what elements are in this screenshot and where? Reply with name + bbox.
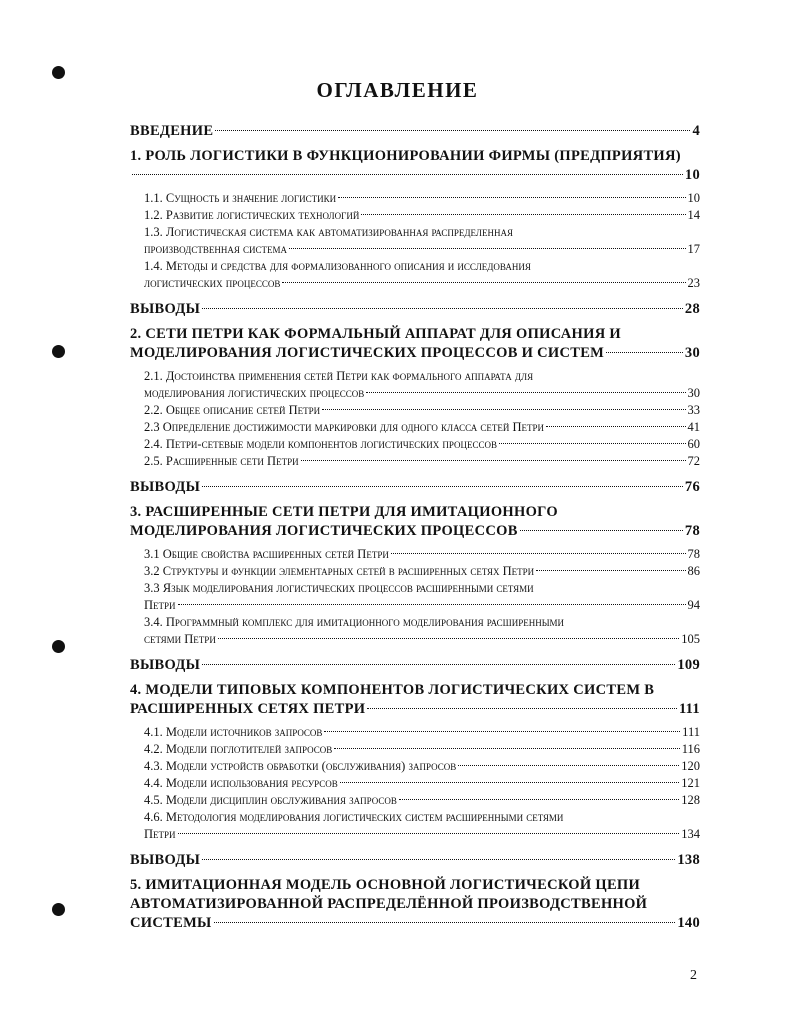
- toc-entry-page: 134: [681, 827, 700, 841]
- toc-section-title-line: производственная система: [144, 242, 287, 256]
- toc-section-3-4[interactable]: [130, 614, 700, 648]
- toc-entry-page: 72: [687, 454, 700, 468]
- toc-section-title-line: логистических процессов: [144, 276, 281, 290]
- dot-leader: [202, 486, 683, 487]
- toc-chapter-title-line: РАСШИРЕННЫХ СЕТЯХ ПЕТРИ: [130, 701, 366, 717]
- punch-hole-3: [52, 640, 65, 653]
- toc-entry-page: 86: [687, 564, 700, 578]
- toc-entry-label: 3.1 Общие свойства расширенных сетей Петри: [144, 547, 389, 561]
- toc-entry-page: 140: [677, 915, 700, 931]
- toc-section-2-2[interactable]: [130, 402, 700, 419]
- toc-entry-page: 94: [687, 598, 700, 612]
- dot-leader: [338, 197, 685, 198]
- toc-section-1-4[interactable]: [130, 258, 700, 292]
- toc-section-title-line: сетями Петри: [144, 632, 216, 646]
- toc-entry-label: 3.2 Структуры и функции элементарных сетей в расширенных сетях Петри: [144, 564, 535, 578]
- punch-hole-4: [52, 903, 65, 916]
- toc-entry-page: 120: [681, 759, 700, 773]
- toc-entry-page: 28: [684, 301, 700, 317]
- punch-hole-2: [52, 345, 65, 358]
- toc-intro[interactable]: [130, 122, 700, 141]
- dot-leader: [391, 553, 686, 554]
- toc-chapter-title-line: 2. СЕТИ ПЕТРИ КАК ФОРМАЛЬНЫЙ АППАРАТ ДЛЯ ОПИСАНИЯ И: [130, 326, 621, 342]
- toc-entry-page: 111: [682, 725, 700, 739]
- toc-entry-label: 4.4. Модели использования ресурсов: [144, 776, 338, 790]
- dot-leader: [289, 248, 686, 249]
- toc-conclusions-1[interactable]: [130, 300, 700, 319]
- toc-entry-label: ВЫВОДЫ: [130, 657, 201, 673]
- toc-entry-page: 23: [687, 276, 700, 290]
- toc-conclusions-3[interactable]: [130, 656, 700, 675]
- dot-leader: [499, 443, 685, 444]
- table-of-contents: [130, 122, 700, 933]
- toc-entry-page: 10: [687, 191, 700, 205]
- toc-section-4-3[interactable]: [130, 758, 700, 775]
- dot-leader: [282, 282, 685, 283]
- toc-section-1-2[interactable]: [130, 207, 700, 224]
- page-number: 2: [690, 968, 697, 983]
- toc-entry-page: 30: [687, 386, 700, 400]
- toc-section-title-line: Петри: [144, 827, 176, 841]
- dot-leader: [324, 731, 680, 732]
- toc-conclusions-4[interactable]: [130, 851, 700, 870]
- toc-chapter-4[interactable]: [130, 681, 700, 719]
- toc-entry-label: 1.1. Сущность и значение логистики: [144, 191, 337, 205]
- toc-section-1-3[interactable]: [130, 224, 700, 258]
- dot-leader: [458, 765, 679, 766]
- toc-entry-page: 76: [684, 479, 700, 495]
- toc-section-4-5[interactable]: [130, 792, 700, 809]
- dot-leader: [606, 352, 683, 353]
- dot-leader: [322, 409, 685, 410]
- toc-section-4-4[interactable]: [130, 775, 700, 792]
- dot-leader: [334, 748, 679, 749]
- toc-entry-label: ВВЕДЕНИЕ: [130, 123, 214, 139]
- toc-entry-label: 4.5. Модели дисциплин обслуживания запросов: [144, 793, 397, 807]
- dot-leader: [202, 664, 675, 665]
- toc-entry-page: 30: [684, 345, 700, 361]
- dot-leader: [361, 214, 685, 215]
- toc-entry-page: 78: [687, 547, 700, 561]
- toc-section-title-line: 2.1. Достоинства применения сетей Петри как формального аппарата для: [144, 369, 534, 383]
- toc-section-4-6[interactable]: [130, 809, 700, 843]
- dot-leader: [178, 833, 680, 834]
- dot-leader: [340, 782, 680, 783]
- toc-entry-label: 1.2. Развитие логистических технологий: [144, 208, 360, 222]
- toc-entry-page: 41: [687, 420, 700, 434]
- dot-leader: [399, 799, 679, 800]
- page-title: ОГЛАВЛЕНИЕ: [316, 78, 479, 102]
- toc-entry-label: ВЫВОДЫ: [130, 301, 201, 317]
- dot-leader: [520, 530, 683, 531]
- toc-section-title-line: 1.3. Логистическая система как автоматизированная распределенная: [144, 225, 513, 239]
- toc-entry-page: 109: [677, 657, 700, 673]
- toc-entry-page: 111: [678, 701, 700, 717]
- dot-leader: [178, 604, 686, 605]
- toc-section-2-3[interactable]: [130, 419, 700, 436]
- toc-chapter-2[interactable]: [130, 325, 700, 363]
- toc-chapter-title-line: МОДЕЛИРОВАНИЯ ЛОГИСТИЧЕСКИХ ПРОЦЕССОВ И СИСТЕМ: [130, 345, 605, 361]
- toc-section-title-line: 4.6. Методология моделирования логистических систем расширенными сетями: [144, 810, 564, 824]
- toc-entry-page: 105: [681, 632, 700, 646]
- toc-chapter-title-line: 1. РОЛЬ ЛОГИСТИКИ В ФУНКЦИОНИРОВАНИИ ФИРМЫ (ПРЕДПРИЯТИЯ): [130, 148, 681, 164]
- toc-section-2-1[interactable]: [130, 368, 700, 402]
- toc-chapter-title-line: СИСТЕМЫ: [130, 915, 212, 931]
- toc-entry-page: 60: [687, 437, 700, 451]
- dot-leader: [366, 392, 685, 393]
- toc-section-2-5[interactable]: [130, 453, 700, 470]
- dot-leader: [202, 308, 683, 309]
- dot-leader: [367, 708, 677, 709]
- toc-section-1-1[interactable]: [130, 190, 700, 207]
- dot-leader: [546, 426, 686, 427]
- toc-entry-label: 4.3. Модели устройств обработки (обслуживания) запросов: [144, 759, 457, 773]
- toc-entry-label: ВЫВОДЫ: [130, 479, 201, 495]
- dot-leader: [215, 130, 690, 131]
- toc-section-2-4[interactable]: [130, 436, 700, 453]
- dot-leader: [301, 460, 686, 461]
- toc-entry-label: 2.3 Определение достижимости маркировки для одного класса сетей Петри: [144, 420, 544, 434]
- toc-entry-page: 121: [681, 776, 700, 790]
- toc-section-3-1[interactable]: [130, 546, 700, 563]
- toc-chapter-title-line: 3. РАСШИРЕННЫЕ СЕТИ ПЕТРИ ДЛЯ ИМИТАЦИОННОГО: [130, 504, 558, 520]
- toc-section-title-line: моделирования логистических процессов: [144, 386, 365, 400]
- toc-section-3-2[interactable]: [130, 563, 700, 580]
- toc-section-title-line: 1.4. Методы и средства для формализованного описания и исследования: [144, 259, 531, 273]
- toc-entry-page: 78: [684, 523, 700, 539]
- toc-entry-page: 116: [681, 742, 700, 756]
- toc-section-4-1[interactable]: [130, 724, 700, 741]
- dot-leader: [214, 922, 676, 923]
- toc-chapter-1[interactable]: [130, 147, 700, 185]
- toc-chapter-title-line: 4. МОДЕЛИ ТИПОВЫХ КОМПОНЕНТОВ ЛОГИСТИЧЕСКИХ СИСТЕМ В: [130, 682, 655, 698]
- dot-leader: [218, 638, 679, 639]
- dot-leader: [536, 570, 685, 571]
- toc-entry-page: 33: [687, 403, 700, 417]
- toc-entry-label: 4.1. Модели источников запросов: [144, 725, 323, 739]
- toc-chapter-title-line: 5. ИМИТАЦИОННАЯ МОДЕЛЬ ОСНОВНОЙ ЛОГИСТИЧЕСКОЙ ЦЕПИ: [130, 877, 641, 893]
- toc-section-4-2[interactable]: [130, 741, 700, 758]
- toc-section-3-3[interactable]: [130, 580, 700, 614]
- toc-entry-page: 14: [687, 208, 700, 222]
- toc-entry-page: 17: [687, 242, 700, 256]
- toc-section-title-line: Петри: [144, 598, 176, 612]
- toc-entry-label: 2.5. Расширенные сети Петри: [144, 454, 299, 468]
- toc-entry-page: 4: [692, 123, 700, 139]
- dot-leader: [202, 859, 675, 860]
- toc-entry-page: 138: [677, 852, 700, 868]
- toc-conclusions-2[interactable]: [130, 478, 700, 497]
- toc-entry-page: 10: [684, 167, 700, 183]
- toc-chapter-3[interactable]: [130, 503, 700, 541]
- toc-entry-label: 4.2. Модели поглотителей запросов: [144, 742, 333, 756]
- dot-leader: [132, 174, 683, 175]
- toc-chapter-title-line: АВТОМАТИЗИРОВАННОЙ РАСПРЕДЕЛЁННОЙ ПРОИЗВОДСТВЕННОЙ: [130, 896, 648, 912]
- toc-chapter-5[interactable]: [130, 876, 700, 933]
- toc-section-title-line: 3.3 Язык моделирования логистических процессов расширенными сетями: [144, 581, 534, 595]
- toc-entry-page: 128: [681, 793, 700, 807]
- toc-entry-label: 2.2. Общее описание сетей Петри: [144, 403, 321, 417]
- toc-chapter-title-line: МОДЕЛИРОВАНИЯ ЛОГИСТИЧЕСКИХ ПРОЦЕССОВ: [130, 523, 518, 539]
- toc-entry-label: ВЫВОДЫ: [130, 852, 201, 868]
- toc-section-title-line: 3.4. Программный комплекс для имитационного моделирования расширенными: [144, 615, 565, 629]
- toc-entry-label: 2.4. Петри-сетевые модели компонентов логистических процессов: [144, 437, 498, 451]
